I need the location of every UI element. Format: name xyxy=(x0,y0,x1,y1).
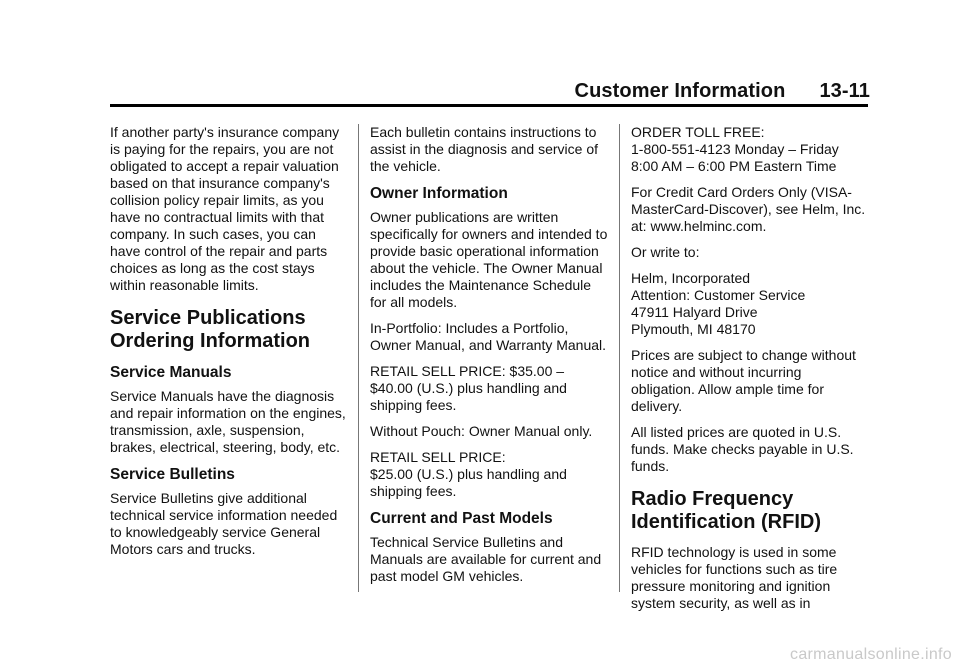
column-3 xyxy=(631,124,869,621)
paragraph: Prices are subject to change without notice and without incurring obligation. Allow ample time for delivery. xyxy=(631,347,856,414)
paragraph: Technical Service Bulletins and Manuals are available for current and past model GM vehicles. xyxy=(370,534,602,584)
order-info: ORDER TOLL FREE: 1-800-551-4123 Monday – Friday 8:00 AM – 6:00 PM Eastern Time xyxy=(631,124,839,174)
column-divider xyxy=(358,124,359,592)
paragraph: Each bulletin contains instructions to assist in the diagnosis and service of the vehicle. xyxy=(370,124,599,174)
watermark: carmanualsonline.info xyxy=(790,646,952,663)
paragraph: RETAIL SELL PRICE: $35.00 – $40.00 (U.S.) plus handling and shipping fees. xyxy=(370,363,567,413)
page-header xyxy=(110,80,870,106)
mailing-address: Helm, Incorporated Attention: Customer Service 47911 Halyard Drive Plymouth, MI 48170 xyxy=(631,270,806,337)
subsection-heading: Owner Information xyxy=(370,185,508,202)
column-divider xyxy=(619,124,620,592)
subsection-heading: Service Manuals xyxy=(110,364,232,381)
paragraph: All listed prices are quoted in U.S. funds. Make checks payable in U.S. funds. xyxy=(631,424,854,474)
paragraph: Service Manuals have the diagnosis and repair information on the engines, transmission, axle, suspension, brakes, electrical, steering, body, etc. xyxy=(110,388,346,455)
subsection-heading: Service Bulletins xyxy=(110,466,235,483)
header-page-number: 13-11 xyxy=(819,80,870,102)
section-heading: Service Publications Ordering Information xyxy=(110,307,310,352)
section-heading: Radio Frequency Identification (RFID) xyxy=(631,488,821,533)
paragraph: RETAIL SELL PRICE: $25.00 (U.S.) plus handling and shipping fees. xyxy=(370,449,567,499)
column-1 xyxy=(110,124,348,567)
header-section: Customer Information xyxy=(574,80,786,102)
subsection-heading: Current and Past Models xyxy=(370,510,553,527)
paragraph: RFID technology is used in some vehicles for functions such as tire pressure monitoring and ignition system security, as well as in xyxy=(631,544,838,611)
paragraph: For Credit Card Orders Only (VISA-MasterCard-Discover), see Helm, Inc. at: www.helminc.com. xyxy=(631,184,866,234)
header-title xyxy=(575,80,870,103)
column-2 xyxy=(370,124,608,594)
paragraph: Without Pouch: Owner Manual only. xyxy=(370,423,593,439)
paragraph: Owner publications are written specifically for owners and intended to provide basic operational information about the vehicle. The Owner Manual includes the Maintenance Schedule for all models. xyxy=(370,209,608,310)
paragraph: Service Bulletins give additional technical service information needed to knowledgeably service General Motors cars and trucks. xyxy=(110,490,338,557)
paragraph: If another party's insurance company is paying for the repairs, you are not obligated to accept a repair valuation based on that insurance company's collision policy repair limits, as you have no contractual limits with that company. In such cases, you can have control of the repair and parts choices as long as the cost stays within reasonable limits. xyxy=(110,124,340,293)
paragraph: In-Portfolio: Includes a Portfolio, Owner Manual, and Warranty Manual. xyxy=(370,320,607,353)
header-rule xyxy=(110,104,868,107)
paragraph: Or write to: xyxy=(631,244,700,260)
